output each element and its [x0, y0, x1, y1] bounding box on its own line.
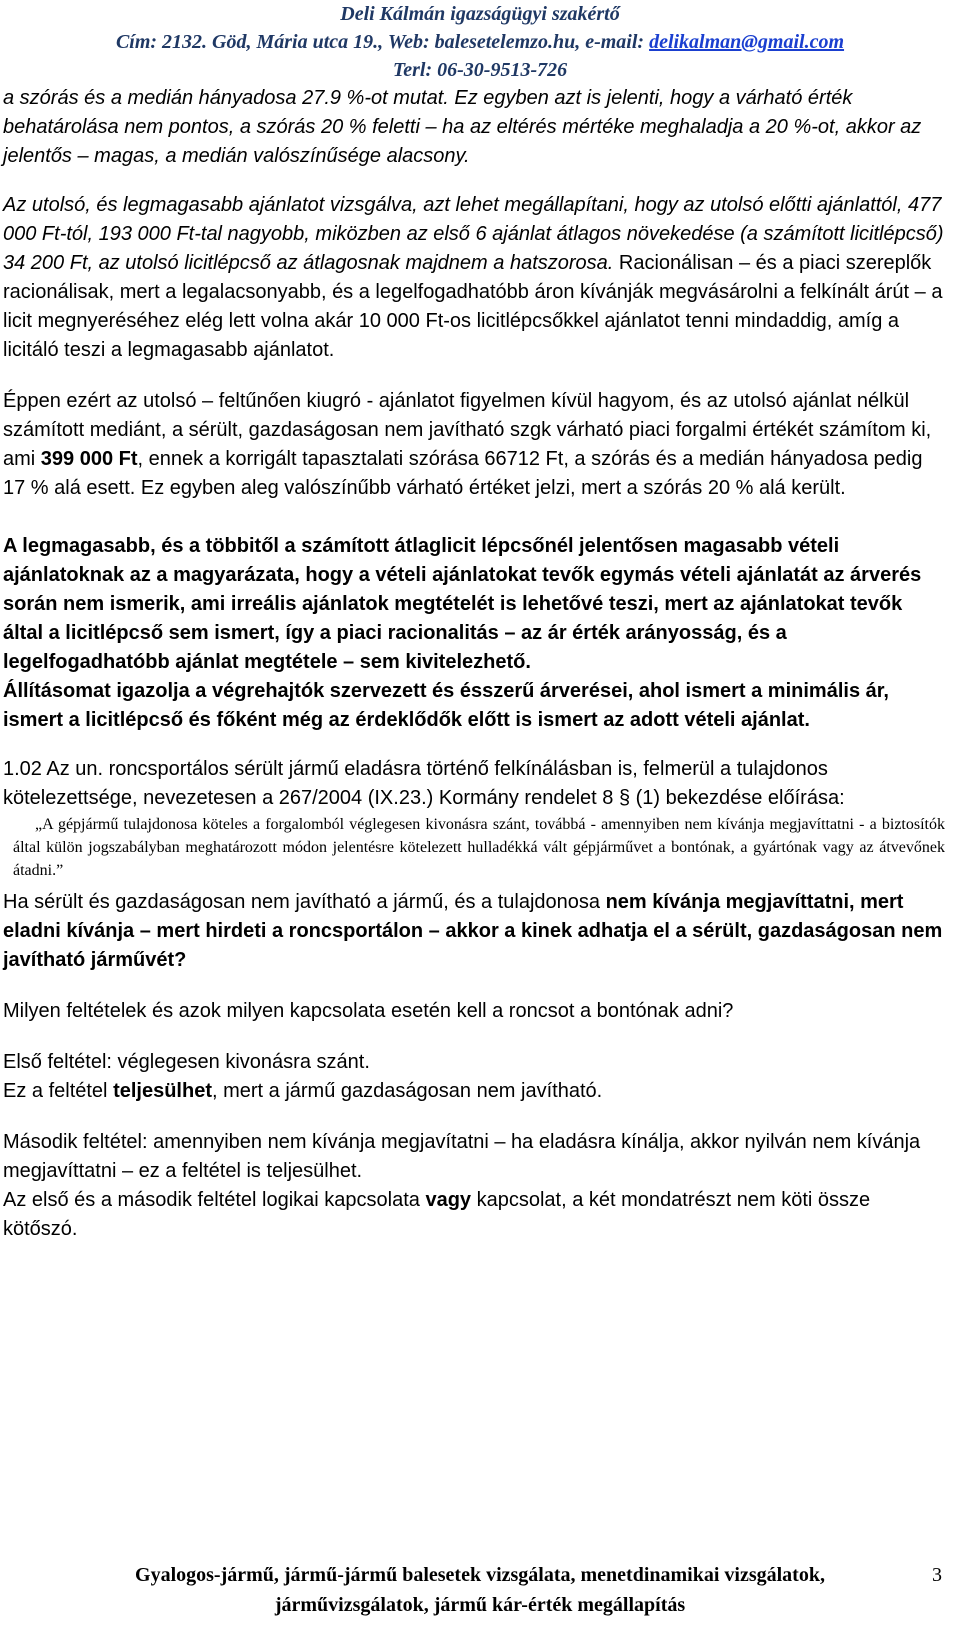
- paragraph-explanation: A legmagasabb, és a többitől a számított átlaglicit lépcsőnél jelentősen magasabb vételi ajánlatoknak az a magyarázata, hogy a vételi ajánlatokat tevők egymás vételi ajánlatát az árverés során nem ismerik, ami irreális ajánlatok megtételét is lehetővé teszi, mert az ajánlatokat tevők által a licitlépcső sem ismert, így a piaci racionalitás – az ár érték arányosság, és a legelfogadhatóbb ajánlat megtétele – sem kivitelezhető.: [3, 535, 922, 673]
- regulation-quote: [13, 813, 945, 882]
- first-condition-b: , mert a jármű gazdaságosan nem javítható.: [211, 1080, 603, 1102]
- paragraph-regulation: 1.02 Az un. roncsportálos sérült jármű eladásra történő felkínálásban is, felmerül a tulajdonos kötelezettsége, nevezetesen a 267/2004 (IX.23.) Kormány rendelet 8 § (1) bekezdése előírása:: [3, 758, 845, 809]
- footer-line-2: járművizsgálatok, jármű kár-érték megállapítás: [274, 1594, 686, 1616]
- first-condition-line: Első feltétel: véglegesen kivonásra szánt.: [3, 1051, 370, 1073]
- paragraph-last-offer-a: Az utolsó, és legmagasabb ajánlatot vizsgálva, azt lehet megállapítani, hogy az utolsó előtti ajánlattól, 477 000 Ft-tól, 193 000 Ft-tal nagyobb, miközben az első 6 ajánlat átlagos növekedése (a számított licitlépcső) 34 200 Ft, az utolsó licitlépcső az átlagosnak majdnem a hatszorosa.: [3, 194, 944, 274]
- logic-relation-a: Az első és a második feltétel logikai kapcsolata: [3, 1189, 426, 1211]
- first-condition-a: Ez a feltétel: [3, 1080, 114, 1102]
- letterhead-address: [0, 28, 960, 56]
- page-footer: [0, 1560, 960, 1620]
- paragraph-last-offer: [3, 191, 945, 365]
- first-condition-bold: teljesülhet: [113, 1080, 212, 1102]
- letterhead-phone: Terl: 06-30-9513-726: [392, 59, 568, 81]
- paragraph-last-offer-b: Racionálisan – és a piaci szereplők racionálisak, mert a legalacsonyabb, és a legelfogadhatóbb áron kívánják megvásárolni a felkínált árút – a licit megnyeréséhez elég lett volna akár 10 000 Ft-os licitlépcsőkkel ajánlatot tenni mindaddig, amíg a licitáló teszi a legmagasabb ajánlatot.: [3, 252, 943, 361]
- paragraph-first-condition: [3, 1048, 945, 1106]
- document-body: [3, 84, 945, 1244]
- logic-relation-b: kapcsolat, a két mondatrészt nem köti össze kötőszó.: [3, 1189, 871, 1240]
- paragraph-question-bold: nem kívánja megjavíttatni, mert eladni kívánja – mert hirdeti a roncsportálon – akkor a kinek adhatja el a sérült, gazdaságosan nem javítható járművét?: [3, 891, 943, 971]
- letterhead: [0, 0, 960, 84]
- email-link[interactable]: delikalman@gmail.com: [649, 31, 845, 53]
- paragraph-median-result: [3, 387, 945, 503]
- paragraph-question-a: Ha sérült és gazdaságosan nem javítható a jármű, és a tulajdonosa: [3, 891, 606, 913]
- letterhead-address-text: Cím: 2132. Göd, Mária utca 19., Web: balesetelemzo.hu, e-mail:: [115, 31, 650, 53]
- regulation-quote-text: „A gépjármű tulajdonosa köteles a forgalomból véglegesen kivonásra szánt, továbbá - amennyiben nem kívánja megjavíttatni - a biztosítók által külön jogszabályban meghatározott módon jelentésre kötelezett hulladékká vált gépjárművet a bontónak, a gyártónak vagy az átvevőnek átadni.”: [13, 816, 945, 879]
- second-condition-line: Második feltétel: amennyiben nem kívánja megjavítatni – ha eladásra kínálja, akkor nyilván nem kívánja megjavíttatni – ez a feltétel is teljesülhet.: [3, 1131, 921, 1182]
- logic-relation-bold: vagy: [425, 1189, 472, 1211]
- paragraph-question: [3, 888, 945, 975]
- paragraph-variance: a szórás és a medián hányadosa 27.9 %-ot mutat. Ez egyben azt is jelenti, hogy a várható érték behatárolása nem pontos, a szórás 20 % feletti – ha az eltérés mértéke meghaladja a 20 %-ot, akkor az jelentős – magas, a medián valószínűsége alacsony.: [3, 87, 922, 167]
- paragraph-median-b: , ennek a korrigált tapasztalati szórása 66712 Ft, a szórás és a medián hányadosa pedig 17 % alá esett. Ez egyben aleg valószínűbb várható értéket jelzi, mert a szórás 20 % alá került.: [3, 448, 923, 499]
- letterhead-name: Deli Kálmán igazságügyi szakértő: [340, 3, 620, 25]
- paragraph-claim: Állításomat igazolja a végrehajtók szervezett és ésszerű árverései, ahol ismert a minimális ár, ismert a licitlépcső és főként még az érdeklődők előtt is ismert az adott vételi ajánlat.: [3, 680, 889, 731]
- footer-line-1: Gyalogos-jármű, jármű-jármű balesetek vizsgálata, menetdinamikai vizsgálatok,: [135, 1564, 825, 1586]
- paragraph-conditions-question: Milyen feltételek és azok milyen kapcsolata esetén kell a roncsot a bontónak adni?: [3, 1000, 734, 1022]
- page-number: 3: [932, 1564, 942, 1586]
- paragraph-median-a: Éppen ezért az utolsó – feltűnően kiugró - ajánlatot figyelmen kívül hagyom, és az utolsó ajánlat nélkül számított mediánt, a sérült, gazdaságosan nem javítható szgk várható piaci forgalmi értékét számítom ki, ami: [3, 390, 932, 470]
- paragraph-second-condition: [3, 1128, 945, 1244]
- median-value: 399 000 Ft: [40, 448, 138, 470]
